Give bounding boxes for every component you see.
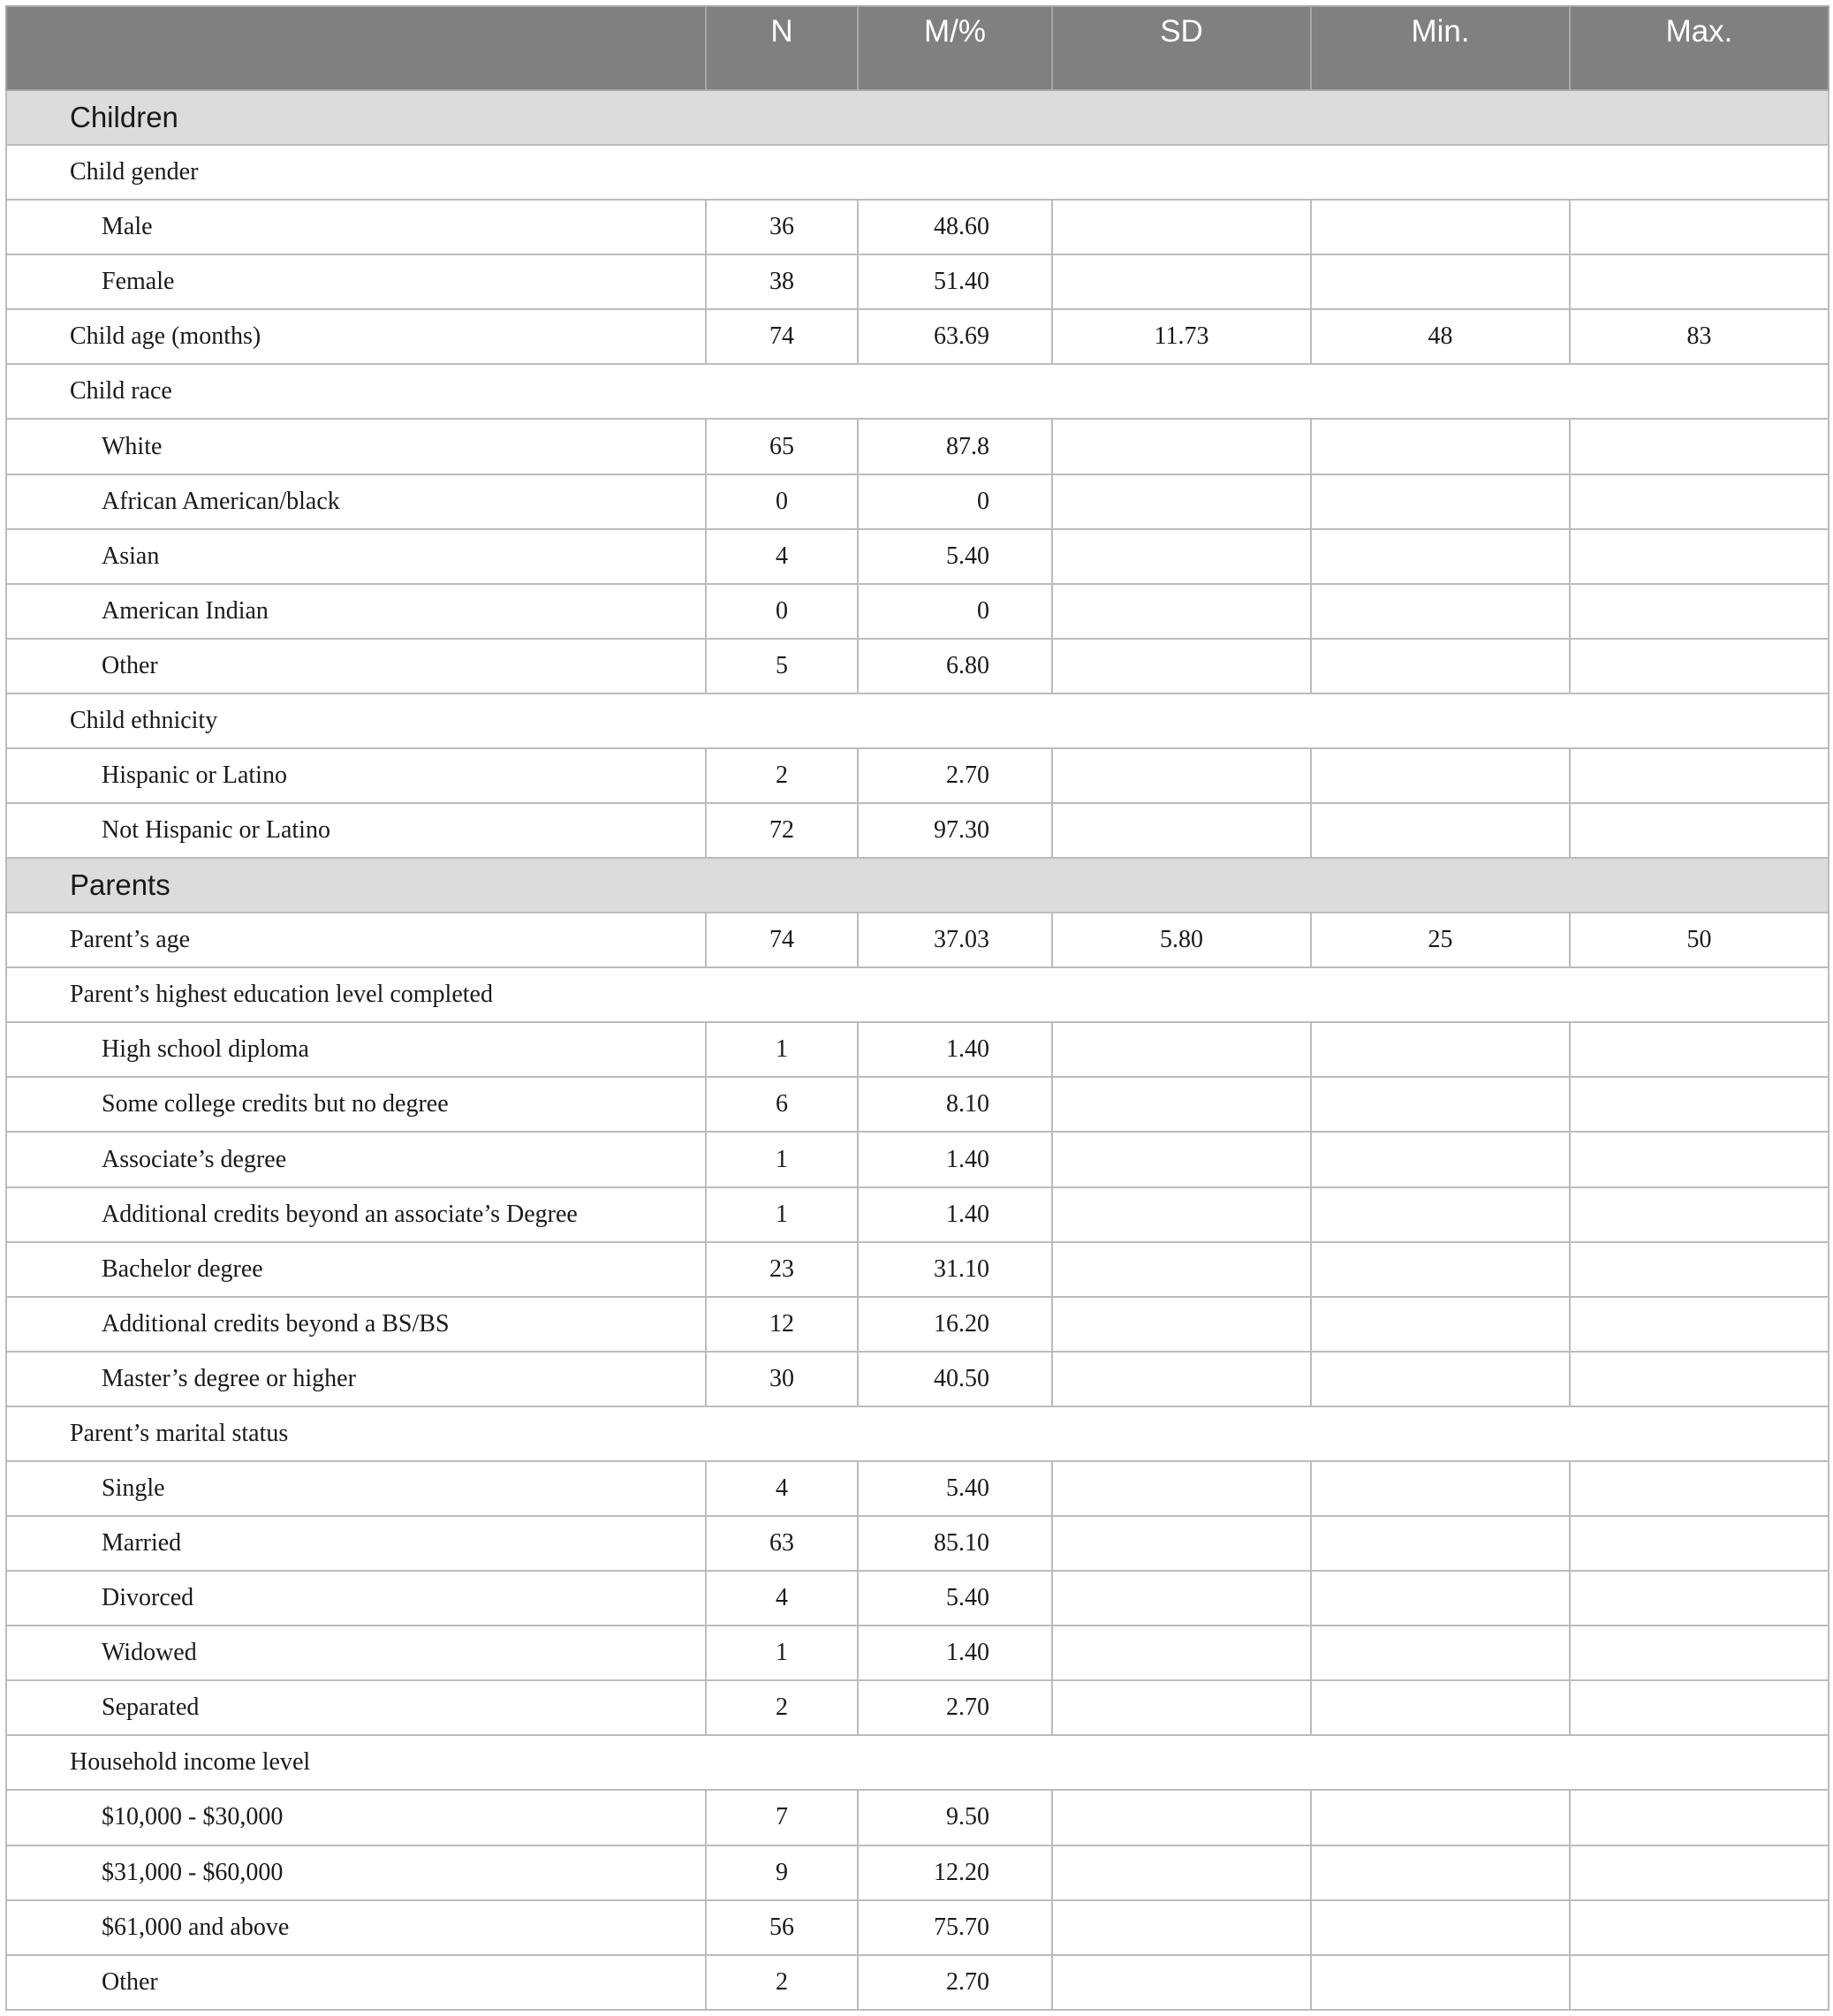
- max-empty-cell: [1570, 1626, 1829, 1680]
- table-row: [6, 1022, 1829, 1077]
- n-value: 12: [706, 1297, 858, 1352]
- header-m-percent: M/%: [858, 6, 1052, 90]
- row-label: Male: [6, 200, 706, 254]
- n-value: 72: [706, 803, 858, 858]
- sd-empty-cell: [1052, 584, 1311, 639]
- sd-empty-cell: [1052, 1461, 1311, 1516]
- row-label: Other: [6, 1955, 706, 2010]
- m-value: 5.40: [858, 529, 1052, 584]
- n-value: 1: [706, 1132, 858, 1186]
- header-min: Min.: [1311, 6, 1570, 90]
- sd-empty-cell: [1052, 1955, 1311, 2010]
- min-empty-cell: [1311, 1680, 1570, 1735]
- min-value: 25: [1311, 913, 1570, 967]
- group-row: [6, 1735, 1829, 1790]
- row-label: Associate’s degree: [6, 1132, 706, 1186]
- table-row: [6, 1132, 1829, 1186]
- group-row: [6, 145, 1829, 200]
- table-row: [6, 1955, 1829, 2010]
- header-n: N: [706, 6, 858, 90]
- max-empty-cell: [1570, 200, 1829, 254]
- table-row: [6, 1077, 1829, 1132]
- m-value: 9.50: [858, 1790, 1052, 1845]
- min-empty-cell: [1311, 1955, 1570, 2010]
- row-label: $10,000 - $30,000: [6, 1790, 706, 1845]
- header-label-cell: [6, 6, 706, 90]
- group-row: [6, 1406, 1829, 1461]
- min-empty-cell: [1311, 474, 1570, 529]
- group-label: Parent’s marital status: [6, 1406, 1829, 1461]
- max-empty-cell: [1570, 474, 1829, 529]
- m-value: 37.03: [858, 913, 1052, 967]
- m-value: 31.10: [858, 1242, 1052, 1297]
- sd-empty-cell: [1052, 1077, 1311, 1132]
- m-value: 75.70: [858, 1900, 1052, 1955]
- section-row: [6, 858, 1829, 913]
- max-empty-cell: [1570, 419, 1829, 474]
- row-label: African American/black: [6, 474, 706, 529]
- m-value: 12.20: [858, 1845, 1052, 1900]
- group-row: [6, 364, 1829, 419]
- max-empty-cell: [1570, 584, 1829, 639]
- table-row: [6, 1352, 1829, 1406]
- header-sd: SD: [1052, 6, 1311, 90]
- row-label: Other: [6, 639, 706, 693]
- row-label: Married: [6, 1516, 706, 1571]
- section-heading: Parents: [6, 858, 1829, 913]
- table-row: [6, 1900, 1829, 1955]
- row-label: Single: [6, 1461, 706, 1516]
- max-empty-cell: [1570, 529, 1829, 584]
- sd-empty-cell: [1052, 529, 1311, 584]
- n-value: 1: [706, 1022, 858, 1077]
- min-empty-cell: [1311, 1461, 1570, 1516]
- table-row: [6, 1790, 1829, 1845]
- sd-empty-cell: [1052, 474, 1311, 529]
- min-empty-cell: [1311, 1571, 1570, 1626]
- n-value: 65: [706, 419, 858, 474]
- n-value: 1: [706, 1626, 858, 1680]
- n-value: 0: [706, 584, 858, 639]
- max-empty-cell: [1570, 1022, 1829, 1077]
- row-label: Master’s degree or higher: [6, 1352, 706, 1406]
- n-value: 7: [706, 1790, 858, 1845]
- min-empty-cell: [1311, 419, 1570, 474]
- group-label: Child ethnicity: [6, 693, 1829, 748]
- sd-empty-cell: [1052, 1571, 1311, 1626]
- header-row: [6, 6, 1829, 90]
- table-row: [6, 639, 1829, 693]
- min-empty-cell: [1311, 1845, 1570, 1900]
- min-empty-cell: [1311, 1242, 1570, 1297]
- sd-empty-cell: [1052, 254, 1311, 309]
- table-row: [6, 1845, 1829, 1900]
- max-empty-cell: [1570, 1132, 1829, 1186]
- max-empty-cell: [1570, 1461, 1829, 1516]
- n-value: 5: [706, 639, 858, 693]
- table-row: [6, 748, 1829, 803]
- m-value: 1.40: [858, 1626, 1052, 1680]
- max-empty-cell: [1570, 1680, 1829, 1735]
- min-empty-cell: [1311, 639, 1570, 693]
- min-empty-cell: [1311, 529, 1570, 584]
- table-row: [6, 474, 1829, 529]
- max-empty-cell: [1570, 1352, 1829, 1406]
- group-row: [6, 967, 1829, 1022]
- min-empty-cell: [1311, 1022, 1570, 1077]
- m-value: 2.70: [858, 748, 1052, 803]
- row-label: American Indian: [6, 584, 706, 639]
- sd-empty-cell: [1052, 1187, 1311, 1242]
- n-value: 30: [706, 1352, 858, 1406]
- max-empty-cell: [1570, 1187, 1829, 1242]
- table-row: [6, 309, 1829, 364]
- max-empty-cell: [1570, 1900, 1829, 1955]
- sd-empty-cell: [1052, 1242, 1311, 1297]
- min-empty-cell: [1311, 1900, 1570, 1955]
- min-empty-cell: [1311, 1790, 1570, 1845]
- row-label: High school diploma: [6, 1022, 706, 1077]
- min-empty-cell: [1311, 748, 1570, 803]
- n-value: 4: [706, 529, 858, 584]
- min-empty-cell: [1311, 803, 1570, 858]
- table-row: [6, 1242, 1829, 1297]
- m-value: 48.60: [858, 200, 1052, 254]
- n-value: 63: [706, 1516, 858, 1571]
- max-empty-cell: [1570, 639, 1829, 693]
- sd-empty-cell: [1052, 1132, 1311, 1186]
- row-label: Some college credits but no degree: [6, 1077, 706, 1132]
- sd-empty-cell: [1052, 1022, 1311, 1077]
- row-label: Hispanic or Latino: [6, 748, 706, 803]
- m-value: 1.40: [858, 1022, 1052, 1077]
- m-value: 5.40: [858, 1571, 1052, 1626]
- row-label: Female: [6, 254, 706, 309]
- n-value: 9: [706, 1845, 858, 1900]
- group-label: Parent’s highest education level completed: [6, 967, 1829, 1022]
- sd-value: 11.73: [1052, 309, 1311, 364]
- sd-empty-cell: [1052, 748, 1311, 803]
- min-empty-cell: [1311, 1352, 1570, 1406]
- row-label: Child age (months): [6, 309, 706, 364]
- m-value: 51.40: [858, 254, 1052, 309]
- n-value: 0: [706, 474, 858, 529]
- min-empty-cell: [1311, 254, 1570, 309]
- sd-empty-cell: [1052, 639, 1311, 693]
- header-max: Max.: [1570, 6, 1829, 90]
- row-label: $61,000 and above: [6, 1900, 706, 1955]
- max-empty-cell: [1570, 748, 1829, 803]
- min-empty-cell: [1311, 1077, 1570, 1132]
- table-row: [6, 1571, 1829, 1626]
- min-empty-cell: [1311, 584, 1570, 639]
- m-value: 8.10: [858, 1077, 1052, 1132]
- row-label: Bachelor degree: [6, 1242, 706, 1297]
- table-row: [6, 584, 1829, 639]
- row-label: $31,000 - $60,000: [6, 1845, 706, 1900]
- n-value: 2: [706, 748, 858, 803]
- sd-empty-cell: [1052, 419, 1311, 474]
- table-row: [6, 200, 1829, 254]
- m-value: 0: [858, 474, 1052, 529]
- sd-empty-cell: [1052, 803, 1311, 858]
- table-row: [6, 254, 1829, 309]
- row-label: Widowed: [6, 1626, 706, 1680]
- sd-empty-cell: [1052, 1845, 1311, 1900]
- m-value: 63.69: [858, 309, 1052, 364]
- n-value: 1: [706, 1187, 858, 1242]
- table-row: [6, 1187, 1829, 1242]
- max-empty-cell: [1570, 254, 1829, 309]
- row-label: Parent’s age: [6, 913, 706, 967]
- table-row: [6, 1516, 1829, 1571]
- sd-empty-cell: [1052, 200, 1311, 254]
- m-value: 1.40: [858, 1132, 1052, 1186]
- table-body: [6, 90, 1829, 2010]
- min-empty-cell: [1311, 1297, 1570, 1352]
- sd-empty-cell: [1052, 1516, 1311, 1571]
- sd-empty-cell: [1052, 1626, 1311, 1680]
- m-value: 85.10: [858, 1516, 1052, 1571]
- n-value: 23: [706, 1242, 858, 1297]
- group-label: Child race: [6, 364, 1829, 419]
- sd-value: 5.80: [1052, 913, 1311, 967]
- max-empty-cell: [1570, 1077, 1829, 1132]
- min-empty-cell: [1311, 1516, 1570, 1571]
- row-label: Asian: [6, 529, 706, 584]
- max-empty-cell: [1570, 1955, 1829, 2010]
- n-value: 4: [706, 1571, 858, 1626]
- max-empty-cell: [1570, 1845, 1829, 1900]
- n-value: 74: [706, 913, 858, 967]
- table-row: [6, 1626, 1829, 1680]
- row-label: Divorced: [6, 1571, 706, 1626]
- section-row: [6, 90, 1829, 145]
- table-row: [6, 1297, 1829, 1352]
- n-value: 2: [706, 1955, 858, 2010]
- n-value: 2: [706, 1680, 858, 1735]
- m-value: 16.20: [858, 1297, 1052, 1352]
- sd-empty-cell: [1052, 1680, 1311, 1735]
- m-value: 0: [858, 584, 1052, 639]
- n-value: 4: [706, 1461, 858, 1516]
- group-row: [6, 693, 1829, 748]
- max-empty-cell: [1570, 1242, 1829, 1297]
- table-row: [6, 529, 1829, 584]
- m-value: 2.70: [858, 1680, 1052, 1735]
- min-value: 48: [1311, 309, 1570, 364]
- n-value: 36: [706, 200, 858, 254]
- max-empty-cell: [1570, 1297, 1829, 1352]
- table-row: [6, 1461, 1829, 1516]
- table-row: [6, 419, 1829, 474]
- demographics-table: [5, 5, 1829, 2011]
- table-row: [6, 803, 1829, 858]
- row-label: Additional credits beyond a BS/BS: [6, 1297, 706, 1352]
- m-value: 6.80: [858, 639, 1052, 693]
- n-value: 56: [706, 1900, 858, 1955]
- n-value: 6: [706, 1077, 858, 1132]
- m-value: 5.40: [858, 1461, 1052, 1516]
- group-label: Household income level: [6, 1735, 1829, 1790]
- m-value: 97.30: [858, 803, 1052, 858]
- n-value: 74: [706, 309, 858, 364]
- row-label: Separated: [6, 1680, 706, 1735]
- max-value: 50: [1570, 913, 1829, 967]
- min-empty-cell: [1311, 1132, 1570, 1186]
- table-row: [6, 913, 1829, 967]
- m-value: 2.70: [858, 1955, 1052, 2010]
- sd-empty-cell: [1052, 1352, 1311, 1406]
- max-empty-cell: [1570, 1790, 1829, 1845]
- max-empty-cell: [1570, 1516, 1829, 1571]
- row-label: Not Hispanic or Latino: [6, 803, 706, 858]
- sd-empty-cell: [1052, 1900, 1311, 1955]
- min-empty-cell: [1311, 1626, 1570, 1680]
- min-empty-cell: [1311, 1187, 1570, 1242]
- n-value: 38: [706, 254, 858, 309]
- group-label: Child gender: [6, 145, 1829, 200]
- table-row: [6, 1680, 1829, 1735]
- section-heading: Children: [6, 90, 1829, 145]
- min-empty-cell: [1311, 200, 1570, 254]
- sd-empty-cell: [1052, 1297, 1311, 1352]
- m-value: 1.40: [858, 1187, 1052, 1242]
- max-value: 83: [1570, 309, 1829, 364]
- row-label: Additional credits beyond an associate’s Degree: [6, 1187, 706, 1242]
- sd-empty-cell: [1052, 1790, 1311, 1845]
- m-value: 87.8: [858, 419, 1052, 474]
- row-label: White: [6, 419, 706, 474]
- m-value: 40.50: [858, 1352, 1052, 1406]
- max-empty-cell: [1570, 1571, 1829, 1626]
- max-empty-cell: [1570, 803, 1829, 858]
